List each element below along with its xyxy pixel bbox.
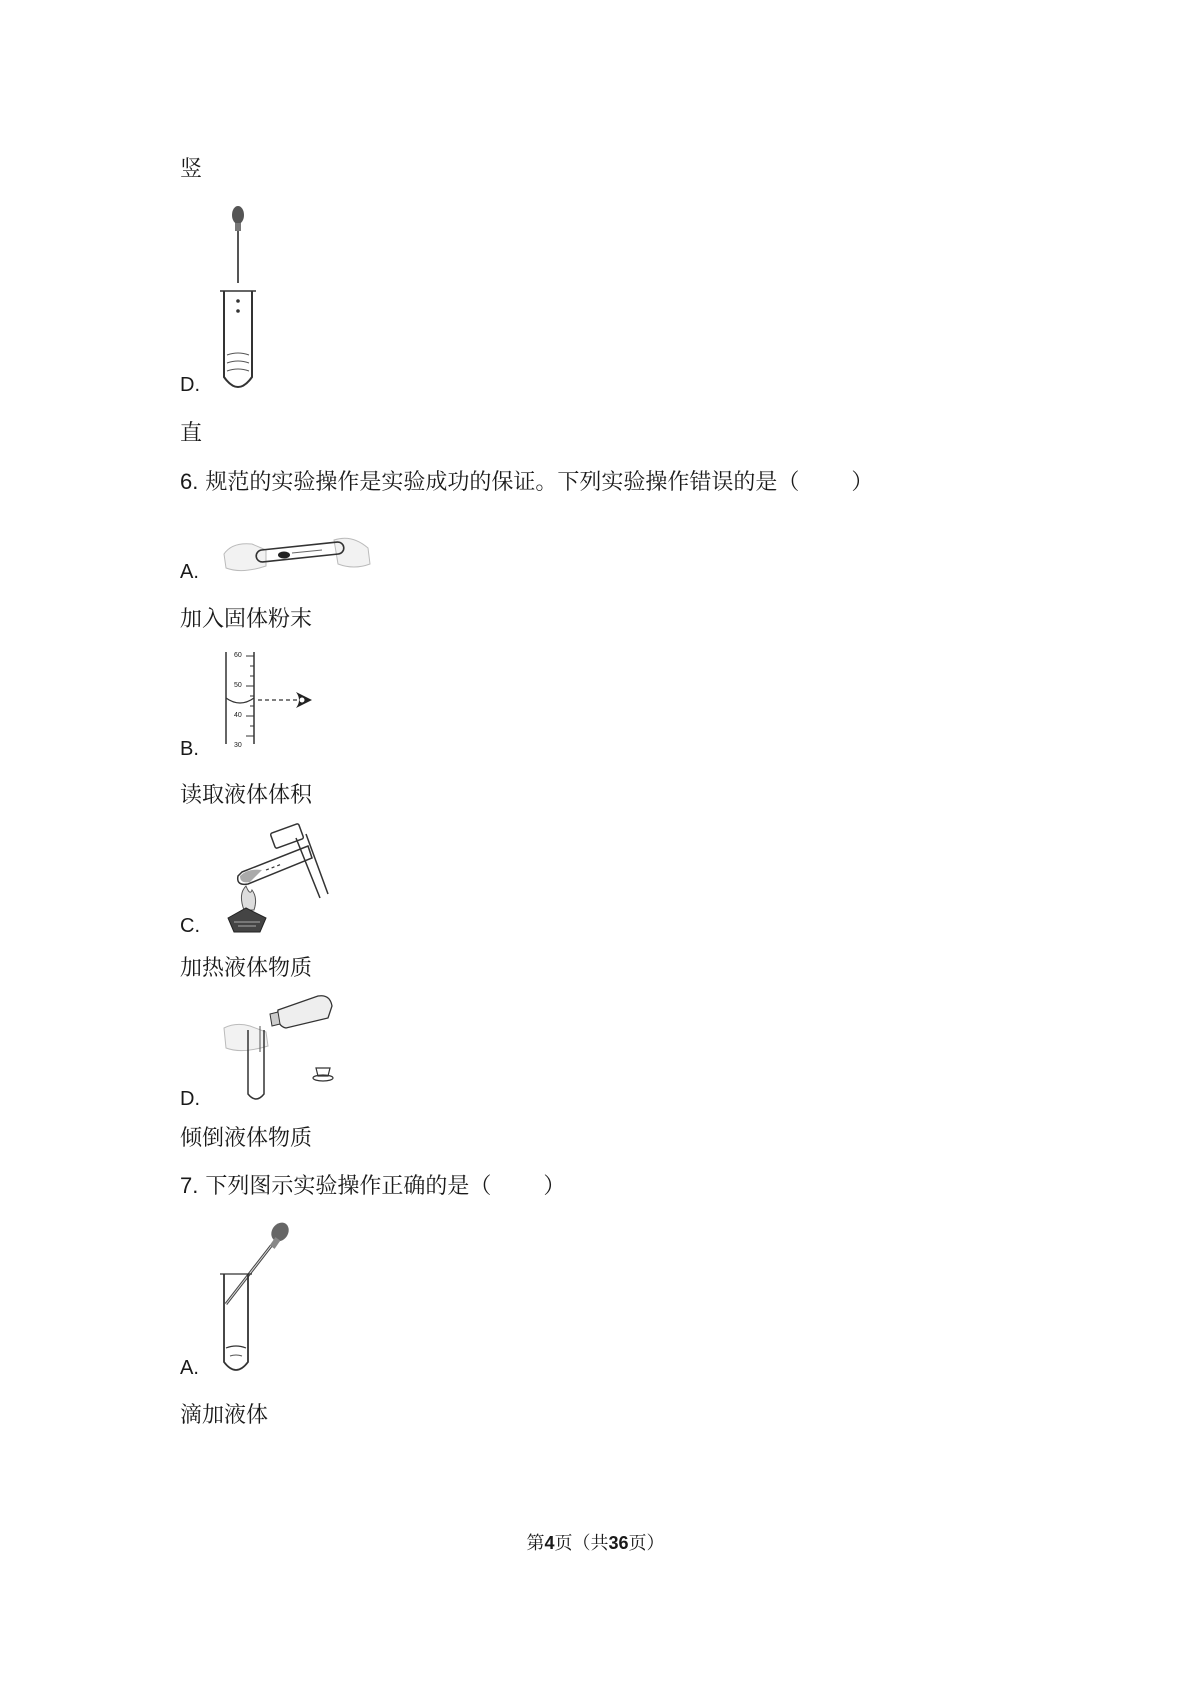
- question-6: [180, 468, 873, 497]
- q6-option-b-letter: B.: [180, 738, 199, 760]
- question-7-number: 7.: [180, 1173, 199, 1198]
- question-6-number: 6.: [180, 469, 199, 494]
- option-d-letter: D.: [180, 374, 200, 396]
- q6-option-c-caption: 加热液体物质: [180, 956, 313, 981]
- question-6-stem: 规范的实验操作是实验成功的保证。下列实验操作错误的是（: [205, 470, 800, 495]
- q6-option-c-letter: C.: [180, 915, 200, 937]
- page-footer: [0, 1532, 1191, 1555]
- q6-option-b-caption: 读取液体体积: [180, 783, 313, 808]
- pour-liquid-figure: [222, 992, 342, 1102]
- q7-option-a-caption: 滴加液体: [180, 1403, 269, 1428]
- q6-option-a-caption: 加入固体粉末: [180, 607, 313, 632]
- cylinder-tick-label: 60: [234, 652, 242, 659]
- question-6-close: ）: [851, 470, 874, 495]
- footer-prefix: 第: [526, 1533, 545, 1554]
- question-7-stem: 下列图示实验操作正确的是（: [205, 1174, 492, 1199]
- cylinder-tick-label: 50: [234, 682, 242, 689]
- option-d-caption: 直: [180, 421, 203, 446]
- cylinder-tick-label: 40: [234, 712, 242, 719]
- question-7: [180, 1172, 565, 1201]
- q6-option-d-letter: D.: [180, 1088, 200, 1110]
- drip-liquid-figure: [216, 1222, 306, 1382]
- add-solid-powder-figure: [222, 524, 372, 584]
- footer-total-pages: 36: [608, 1533, 629, 1553]
- q6-option-a-letter: A.: [180, 561, 199, 583]
- q7-option-a-letter: A.: [180, 1357, 199, 1379]
- read-liquid-volume-figure: [222, 652, 332, 752]
- footer-page-number: 4: [544, 1533, 555, 1553]
- footer-suffix: 页）: [628, 1533, 665, 1554]
- q6-option-d-caption: 倾倒液体物质: [180, 1126, 313, 1151]
- cylinder-tick-label: 30: [234, 742, 242, 749]
- question-7-close: ）: [543, 1174, 566, 1199]
- footer-middle: 页（共: [554, 1533, 609, 1554]
- heat-liquid-figure: [222, 826, 332, 936]
- dropper-vertical-figure: [214, 205, 274, 395]
- caption-vertical-tail: 竖: [180, 157, 203, 182]
